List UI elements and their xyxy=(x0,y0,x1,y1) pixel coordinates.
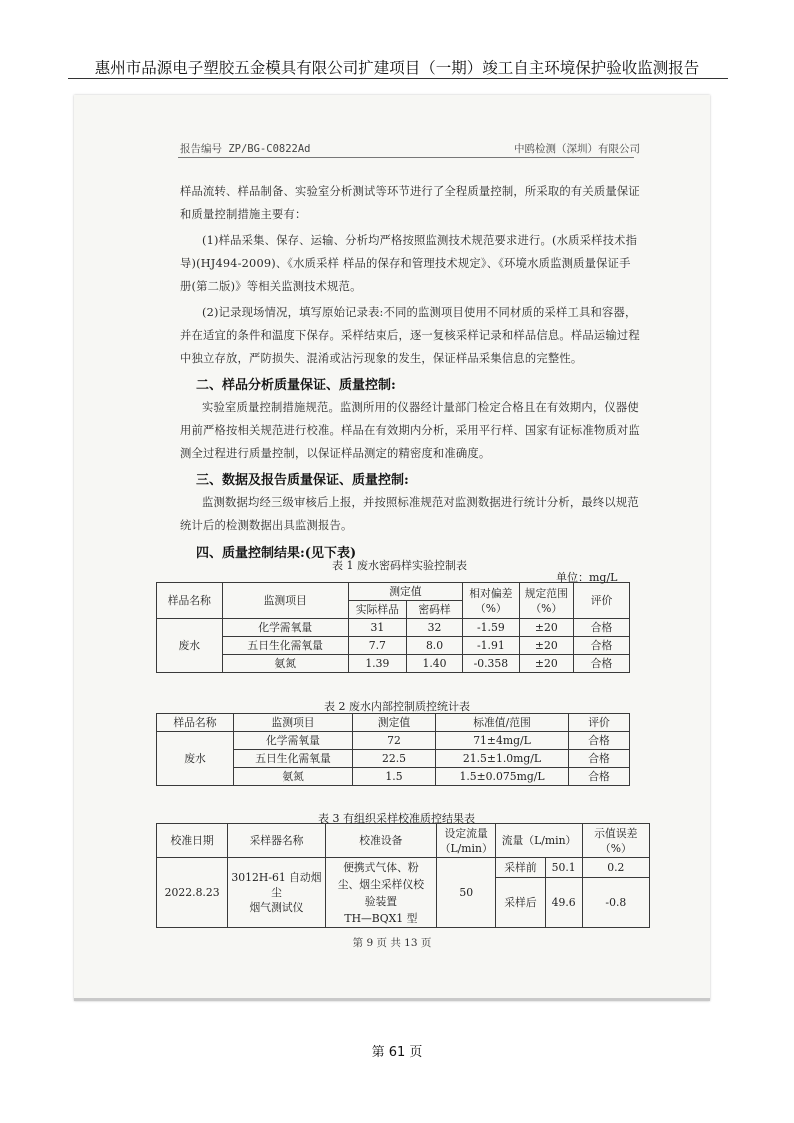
t3-header-error-label: 示值误差 xyxy=(594,826,638,840)
scanned-page xyxy=(74,95,710,1001)
company-name: 中鸥检测（深圳）有限公司 xyxy=(514,143,640,155)
paragraph-3-line-3: 中独立存放，严防损失、混淆或沾污现象的发生，保证样品采集信息的完整性。 xyxy=(180,352,583,365)
t1-cipher: 32 xyxy=(406,619,462,637)
t2-value: 1.5 xyxy=(353,768,436,786)
paragraph-1-line-1: 样品流转、样品制备、实验室分析测试等环节进行了全程质量控制，所采取的有关质量保证 xyxy=(180,185,640,198)
table-1-caption: 表 1 废水密码样实验控制表 xyxy=(332,559,467,572)
section-4-heading: 四、质量控制结果:(见下表) xyxy=(196,546,357,561)
t1-cipher: 1.40 xyxy=(406,655,462,673)
t3-set-flow: 50 xyxy=(437,858,496,928)
t3-header-flow: 流量（L/min） xyxy=(496,824,582,858)
t2-item: 五日生化需氧量 xyxy=(234,750,353,768)
t1-actual: 1.39 xyxy=(348,655,406,673)
t3-header-sampler: 采样器名称 xyxy=(228,824,325,858)
t2-value: 22.5 xyxy=(353,750,436,768)
t2-header-std: 标准值/范围 xyxy=(436,714,569,732)
paragraph-2-line-1: (1)样品采集、保存、运输、分析均严格按照监测技术规范要求进行。(水质采样技术指 xyxy=(202,234,638,247)
t1-range: ±20 xyxy=(519,655,573,673)
paragraph-3-line-1: (2)记录现场情况，填写原始记录表:不同的监测项目使用不同材质的采样工具和容器， xyxy=(202,306,637,319)
t1-range: ±20 xyxy=(519,619,573,637)
t1-actual: 7.7 xyxy=(348,637,406,655)
table-row xyxy=(157,637,630,655)
t3-header-device: 校准设备 xyxy=(325,824,436,858)
t1-header-range-label: 规定范围 xyxy=(524,586,568,600)
t3-date: 2022.8.23 xyxy=(157,858,228,928)
t1-deviation: -0.358 xyxy=(463,655,519,673)
paragraph-2-line-2: 导)(HJ494-2009)、《水质采样 样品的保存和管理技术规定》、《环境水质监测质量保证手 xyxy=(180,257,631,270)
t2-std: 71±4mg/L xyxy=(436,732,569,750)
t1-deviation: -1.59 xyxy=(463,619,519,637)
t1-header-eval: 评价 xyxy=(574,583,630,619)
t1-range: ±20 xyxy=(519,637,573,655)
t1-header-item: 监测项目 xyxy=(222,583,348,619)
t3-device-line-4: TH—BQX1 型 xyxy=(344,911,418,925)
table-row xyxy=(157,858,650,878)
paragraph-5-line-2: 统计后的检测数据出具监测报告。 xyxy=(180,519,353,532)
scan-bottom-edge xyxy=(74,998,710,1001)
t3-before-value: 50.1 xyxy=(545,858,582,878)
t2-header-sample: 样品名称 xyxy=(157,714,234,732)
t3-header-set-flow-unit: （L/min） xyxy=(439,841,493,855)
t3-after-error: -0.8 xyxy=(582,878,649,928)
header-rule xyxy=(68,78,728,79)
t1-header-cipher: 密码样 xyxy=(406,601,462,619)
t2-eval: 合格 xyxy=(569,750,630,768)
t3-header-set-flow-label: 设定流量 xyxy=(444,826,488,840)
paragraph-4-line-2: 用前严格按相关规范进行校准。样品在有效期内分析，采用平行样、国家有证标准物质对监 xyxy=(180,424,640,437)
t2-value: 72 xyxy=(353,732,436,750)
t3-header-set-flow xyxy=(437,824,496,858)
t1-cipher: 8.0 xyxy=(406,637,462,655)
t1-header-actual: 实际样品 xyxy=(348,601,406,619)
t1-actual: 31 xyxy=(348,619,406,637)
t1-header-measured: 测定值 xyxy=(348,583,462,601)
t3-device-line-3: 验装置 xyxy=(364,894,398,908)
page-number: 第 61 页 xyxy=(371,1045,423,1060)
scan-header-rule xyxy=(178,157,634,158)
table-3-caption: 表 3 有组织采样校准质控结果表 xyxy=(318,812,475,825)
t1-header-range-unit: （%） xyxy=(530,601,563,615)
table-row xyxy=(157,655,630,673)
paragraph-4-line-1: 实验室质量控制措施规范。监测所用的仪器经计量部门检定合格且在有效期内，仪器使 xyxy=(202,401,639,414)
t2-header-eval: 评价 xyxy=(569,714,630,732)
table-row xyxy=(157,619,630,637)
t1-header-deviation xyxy=(463,583,519,619)
table-3 xyxy=(156,823,650,928)
t3-device xyxy=(325,858,436,928)
report-number: 报告编号 ZP/BG-C0822Ad xyxy=(180,143,311,155)
scan-page-footer: 第 9 页 共 13 页 xyxy=(352,937,432,949)
t3-sampler-line-1: 3012H-61 自动烟尘 xyxy=(231,871,322,899)
t2-item: 化学需氧量 xyxy=(234,732,353,750)
t2-std: 1.5±0.075mg/L xyxy=(436,768,569,786)
t3-header-error xyxy=(582,824,649,858)
table-2 xyxy=(156,713,630,786)
paragraph-1-line-2: 和质量控制措施主要有： xyxy=(180,208,307,221)
t3-header-error-unit: （%） xyxy=(599,841,632,855)
t1-header-deviation-label: 相对偏差 xyxy=(469,586,513,600)
t3-after-label: 采样后 xyxy=(496,878,545,928)
t3-sampler xyxy=(228,858,325,928)
t2-header-item: 监测项目 xyxy=(234,714,353,732)
section-2-heading: 二、样品分析质量保证、质量控制: xyxy=(196,378,396,393)
t1-eval: 合格 xyxy=(574,619,630,637)
table-1 xyxy=(156,582,630,673)
table-1-unit: 单位：mg/L xyxy=(556,571,618,584)
t2-eval: 合格 xyxy=(569,732,630,750)
t3-before-label: 采样前 xyxy=(496,858,545,878)
t1-header-deviation-unit: （%） xyxy=(474,601,507,615)
t1-deviation: -1.91 xyxy=(463,637,519,655)
t3-before-error: 0.2 xyxy=(582,858,649,878)
section-3-heading: 三、数据及报告质量保证、质量控制: xyxy=(196,473,409,488)
t2-std: 21.5±1.0mg/L xyxy=(436,750,569,768)
page-header-title: 惠州市品源电子塑胶五金模具有限公司扩建项目（一期）竣工自主环境保护验收监测报告 xyxy=(94,59,700,77)
t3-device-line-1: 便携式气体、粉 xyxy=(343,860,419,874)
t2-eval: 合格 xyxy=(569,768,630,786)
t3-sampler-line-2: 烟气测试仪 xyxy=(249,901,304,914)
t1-header-sample: 样品名称 xyxy=(157,583,223,619)
t2-header-value: 测定值 xyxy=(353,714,436,732)
t3-device-line-2: 尘、烟尘采样仪校 xyxy=(337,877,425,891)
t3-after-value: 49.6 xyxy=(545,878,582,928)
t1-sample-name: 废水 xyxy=(157,619,223,673)
t1-eval: 合格 xyxy=(574,637,630,655)
t1-item: 化学需氧量 xyxy=(222,619,348,637)
paragraph-2-line-3: 册(第二版)》等相关监测技术规范。 xyxy=(180,280,362,293)
t1-item: 五日生化需氧量 xyxy=(222,637,348,655)
t2-sample-name: 废水 xyxy=(157,732,234,786)
paragraph-4-line-3: 测全过程进行质量控制，以保证样品测定的精密度和准确度。 xyxy=(180,447,491,460)
table-2-caption: 表 2 废水内部控制质控统计表 xyxy=(324,700,470,713)
t1-header-range xyxy=(519,583,573,619)
t3-header-date: 校准日期 xyxy=(157,824,228,858)
paragraph-3-line-2: 并在适宜的条件和温度下保存。采样结束后，逐一复核采样记录和样品信息。样品运输过程 xyxy=(180,329,640,342)
table-row xyxy=(157,732,630,750)
t2-item: 氨氮 xyxy=(234,768,353,786)
t1-item: 氨氮 xyxy=(222,655,348,673)
t1-eval: 合格 xyxy=(574,655,630,673)
paragraph-5-line-1: 监测数据均经三级审核后上报，并按照标准规范对监测数据进行统计分析，最终以规范 xyxy=(202,496,639,509)
